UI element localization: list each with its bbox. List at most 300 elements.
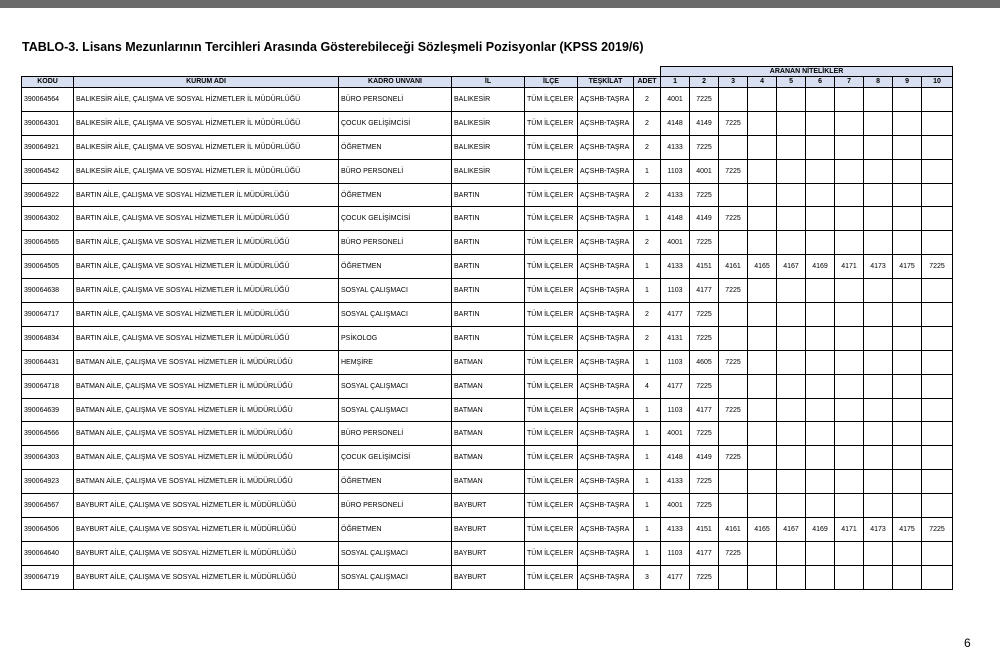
qualification-cell	[806, 494, 835, 518]
column-header-row	[22, 77, 953, 88]
qualification-cell	[806, 231, 835, 255]
institution-cell: BALIKESİR AİLE, ÇALIŞMA VE SOSYAL HİZMETLER İL MÜDÜRLÜĞÜ	[74, 111, 339, 135]
qualification-cell	[806, 446, 835, 470]
table-row	[22, 279, 953, 303]
qualification-cell	[835, 326, 864, 350]
position-title-cell: ÖĞRETMEN	[339, 470, 452, 494]
qualification-cell	[893, 326, 922, 350]
institution-cell: BAYBURT AİLE, ÇALIŞMA VE SOSYAL HİZMETLER İL MÜDÜRLÜĞÜ	[74, 494, 339, 518]
qualification-cell: 4167	[777, 255, 806, 279]
qualification-cell	[922, 565, 953, 589]
qualification-cell	[864, 350, 893, 374]
qualification-cell	[748, 470, 777, 494]
qualification-cell	[806, 135, 835, 159]
table-row	[22, 111, 953, 135]
table-row	[22, 350, 953, 374]
position-title-cell: SOSYAL ÇALIŞMACI	[339, 303, 452, 327]
district-cell: TÜM İLÇELER	[525, 494, 578, 518]
qualification-cell: 7225	[719, 541, 748, 565]
column-header: 6	[806, 77, 835, 88]
table-row	[22, 135, 953, 159]
qualification-cell	[806, 279, 835, 303]
qualification-cell	[748, 279, 777, 303]
province-cell: BARTIN	[452, 303, 525, 327]
qualification-cell	[835, 422, 864, 446]
qualification-cell	[835, 183, 864, 207]
quantity-cell: 2	[634, 231, 661, 255]
institution-cell: BARTIN AİLE, ÇALIŞMA VE SOSYAL HİZMETLER İL MÜDÜRLÜĞÜ	[74, 207, 339, 231]
qualification-cell: 7225	[690, 470, 719, 494]
qualification-cell: 4175	[893, 518, 922, 542]
quantity-cell: 3	[634, 565, 661, 589]
column-header: ADET	[634, 77, 661, 88]
table-row	[22, 326, 953, 350]
qualification-cell	[806, 350, 835, 374]
province-cell: BALIKESİR	[452, 88, 525, 112]
institution-cell: BAYBURT AİLE, ÇALIŞMA VE SOSYAL HİZMETLER İL MÜDÜRLÜĞÜ	[74, 518, 339, 542]
district-cell: TÜM İLÇELER	[525, 326, 578, 350]
position-title-cell: SOSYAL ÇALIŞMACI	[339, 541, 452, 565]
qualification-cell	[835, 565, 864, 589]
qualification-cell: 4177	[690, 398, 719, 422]
qualification-cell	[719, 326, 748, 350]
column-header: 10	[922, 77, 953, 88]
province-cell: BARTIN	[452, 183, 525, 207]
qualification-cell: 7225	[922, 255, 953, 279]
district-cell: TÜM İLÇELER	[525, 350, 578, 374]
qualification-cell	[835, 494, 864, 518]
qualification-cell	[806, 374, 835, 398]
code-cell: 390064431	[22, 350, 74, 374]
quantity-cell: 2	[634, 303, 661, 327]
qualification-cell	[922, 494, 953, 518]
qualification-cell	[777, 231, 806, 255]
qualification-cell	[806, 207, 835, 231]
province-cell: BALIKESİR	[452, 159, 525, 183]
province-cell: BAYBURT	[452, 494, 525, 518]
qualification-cell: 1103	[661, 398, 690, 422]
institution-cell: BARTIN AİLE, ÇALIŞMA VE SOSYAL HİZMETLER İL MÜDÜRLÜĞÜ	[74, 279, 339, 303]
qualification-cell	[777, 326, 806, 350]
qualification-cell	[893, 88, 922, 112]
code-cell: 390064303	[22, 446, 74, 470]
code-cell: 390064638	[22, 279, 74, 303]
province-cell: BATMAN	[452, 374, 525, 398]
qualification-cell	[777, 350, 806, 374]
position-title-cell: BÜRO PERSONELİ	[339, 88, 452, 112]
column-header: 4	[748, 77, 777, 88]
position-title-cell: SOSYAL ÇALIŞMACI	[339, 398, 452, 422]
qualification-cell	[864, 135, 893, 159]
position-title-cell: ÇOCUK GELİŞİMCİSİ	[339, 111, 452, 135]
qualification-cell	[922, 135, 953, 159]
qualification-cell	[893, 279, 922, 303]
district-cell: TÜM İLÇELER	[525, 518, 578, 542]
qualification-cell	[777, 494, 806, 518]
qualification-cell: 4001	[661, 231, 690, 255]
qualification-cell	[719, 88, 748, 112]
qualification-cell	[748, 111, 777, 135]
qualification-cell	[777, 111, 806, 135]
position-title-cell: HEMŞİRE	[339, 350, 452, 374]
qualification-cell	[835, 398, 864, 422]
institution-cell: BATMAN AİLE, ÇALIŞMA VE SOSYAL HİZMETLER İL MÜDÜRLÜĞÜ	[74, 374, 339, 398]
qualification-cell: 4605	[690, 350, 719, 374]
qualification-cell	[893, 135, 922, 159]
qualification-cell	[748, 183, 777, 207]
qualification-cell: 4149	[690, 446, 719, 470]
organization-cell: AÇSHB-TAŞRA	[578, 111, 634, 135]
table-row	[22, 470, 953, 494]
organization-cell: AÇSHB-TAŞRA	[578, 207, 634, 231]
province-cell: BALIKESİR	[452, 111, 525, 135]
qualification-cell	[893, 303, 922, 327]
qualification-cell	[922, 111, 953, 135]
district-cell: TÜM İLÇELER	[525, 398, 578, 422]
qualification-cell	[806, 111, 835, 135]
group-header-row	[22, 67, 953, 77]
district-cell: TÜM İLÇELER	[525, 374, 578, 398]
qualification-cell	[777, 541, 806, 565]
organization-cell: AÇSHB-TAŞRA	[578, 279, 634, 303]
code-cell: 390064921	[22, 135, 74, 159]
organization-cell: AÇSHB-TAŞRA	[578, 303, 634, 327]
qualification-cell	[893, 159, 922, 183]
qualification-cell	[835, 374, 864, 398]
qualification-cell: 7225	[690, 303, 719, 327]
qualification-cell	[893, 207, 922, 231]
qualification-cell	[806, 470, 835, 494]
table-row	[22, 446, 953, 470]
qualification-cell	[719, 135, 748, 159]
code-cell: 390064565	[22, 231, 74, 255]
district-cell: TÜM İLÇELER	[525, 470, 578, 494]
qualification-cell	[806, 88, 835, 112]
aranan-nitelikler-header: ARANAN NİTELİKLER	[661, 67, 953, 77]
qualification-cell	[719, 183, 748, 207]
qualification-cell	[893, 183, 922, 207]
qualification-cell	[922, 350, 953, 374]
qualification-cell	[864, 398, 893, 422]
quantity-cell: 1	[634, 446, 661, 470]
qualification-cell: 4133	[661, 135, 690, 159]
column-header: TEŞKİLAT	[578, 77, 634, 88]
qualification-cell	[719, 470, 748, 494]
qualification-cell	[719, 374, 748, 398]
qualification-cell	[864, 183, 893, 207]
qualification-cell: 4148	[661, 446, 690, 470]
table-body	[22, 88, 953, 590]
organization-cell: AÇSHB-TAŞRA	[578, 374, 634, 398]
position-title-cell: BÜRO PERSONELİ	[339, 494, 452, 518]
qualification-cell	[864, 303, 893, 327]
qualification-cell: 4133	[661, 470, 690, 494]
qualification-cell	[864, 159, 893, 183]
qualification-cell	[922, 279, 953, 303]
position-title-cell: ÇOCUK GELİŞİMCİSİ	[339, 207, 452, 231]
qualification-cell	[835, 541, 864, 565]
qualification-cell	[864, 541, 893, 565]
organization-cell: AÇSHB-TAŞRA	[578, 565, 634, 589]
table-row	[22, 255, 953, 279]
institution-cell: BATMAN AİLE, ÇALIŞMA VE SOSYAL HİZMETLER İL MÜDÜRLÜĞÜ	[74, 446, 339, 470]
table-row	[22, 207, 953, 231]
quantity-cell: 1	[634, 207, 661, 231]
quantity-cell: 2	[634, 183, 661, 207]
qualification-cell: 4149	[690, 111, 719, 135]
qualification-cell	[922, 541, 953, 565]
district-cell: TÜM İLÇELER	[525, 279, 578, 303]
institution-cell: BATMAN AİLE, ÇALIŞMA VE SOSYAL HİZMETLER İL MÜDÜRLÜĞÜ	[74, 350, 339, 374]
qualification-cell	[835, 135, 864, 159]
institution-cell: BATMAN AİLE, ÇALIŞMA VE SOSYAL HİZMETLER İL MÜDÜRLÜĞÜ	[74, 470, 339, 494]
province-cell: BATMAN	[452, 398, 525, 422]
qualification-cell	[922, 231, 953, 255]
table-row	[22, 422, 953, 446]
code-cell: 390064640	[22, 541, 74, 565]
institution-cell: BATMAN AİLE, ÇALIŞMA VE SOSYAL HİZMETLER İL MÜDÜRLÜĞÜ	[74, 398, 339, 422]
table-row	[22, 303, 953, 327]
table-row	[22, 374, 953, 398]
qualification-cell	[835, 279, 864, 303]
province-cell: BAYBURT	[452, 518, 525, 542]
qualification-cell: 4133	[661, 255, 690, 279]
qualification-cell: 7225	[719, 207, 748, 231]
quantity-cell: 1	[634, 422, 661, 446]
page-number: 6	[964, 636, 971, 650]
qualification-cell: 7225	[690, 374, 719, 398]
qualification-cell	[835, 303, 864, 327]
column-header: 1	[661, 77, 690, 88]
qualification-cell	[806, 303, 835, 327]
institution-cell: BARTIN AİLE, ÇALIŞMA VE SOSYAL HİZMETLER İL MÜDÜRLÜĞÜ	[74, 326, 339, 350]
qualification-cell	[719, 231, 748, 255]
qualification-cell	[748, 231, 777, 255]
institution-cell: BALIKESİR AİLE, ÇALIŞMA VE SOSYAL HİZMETLER İL MÜDÜRLÜĞÜ	[74, 159, 339, 183]
institution-cell: BARTIN AİLE, ÇALIŞMA VE SOSYAL HİZMETLER İL MÜDÜRLÜĞÜ	[74, 231, 339, 255]
qualification-cell	[748, 422, 777, 446]
qualification-cell	[835, 350, 864, 374]
qualification-cell: 7225	[719, 279, 748, 303]
position-title-cell: SOSYAL ÇALIŞMACI	[339, 374, 452, 398]
province-cell: BARTIN	[452, 326, 525, 350]
code-cell: 390064505	[22, 255, 74, 279]
column-header: İL	[452, 77, 525, 88]
position-title-cell: ÖĞRETMEN	[339, 135, 452, 159]
code-cell: 390064834	[22, 326, 74, 350]
quantity-cell: 1	[634, 541, 661, 565]
qualification-cell	[864, 446, 893, 470]
organization-cell: AÇSHB-TAŞRA	[578, 518, 634, 542]
qualification-cell: 4001	[661, 422, 690, 446]
qualification-cell: 4171	[835, 518, 864, 542]
district-cell: TÜM İLÇELER	[525, 207, 578, 231]
quantity-cell: 1	[634, 350, 661, 374]
qualification-cell	[806, 541, 835, 565]
qualification-cell: 4171	[835, 255, 864, 279]
qualification-cell	[922, 159, 953, 183]
qualification-cell: 7225	[719, 159, 748, 183]
institution-cell: BARTIN AİLE, ÇALIŞMA VE SOSYAL HİZMETLER İL MÜDÜRLÜĞÜ	[74, 303, 339, 327]
quantity-cell: 1	[634, 494, 661, 518]
qualification-cell	[893, 541, 922, 565]
qualification-cell	[719, 494, 748, 518]
table-row	[22, 398, 953, 422]
province-cell: BALIKESİR	[452, 135, 525, 159]
qualification-cell: 1103	[661, 279, 690, 303]
qualification-cell	[777, 159, 806, 183]
qualification-cell	[777, 398, 806, 422]
qualification-cell	[893, 446, 922, 470]
qualification-cell	[922, 398, 953, 422]
qualification-cell: 4169	[806, 255, 835, 279]
qualification-cell	[893, 422, 922, 446]
qualification-cell	[719, 565, 748, 589]
district-cell: TÜM İLÇELER	[525, 111, 578, 135]
institution-cell: BALIKESİR AİLE, ÇALIŞMA VE SOSYAL HİZMETLER İL MÜDÜRLÜĞÜ	[74, 88, 339, 112]
qualification-cell: 1103	[661, 159, 690, 183]
qualification-cell: 4177	[661, 565, 690, 589]
organization-cell: AÇSHB-TAŞRA	[578, 231, 634, 255]
table-row	[22, 565, 953, 589]
quantity-cell: 1	[634, 255, 661, 279]
organization-cell: AÇSHB-TAŞRA	[578, 159, 634, 183]
qualification-cell	[864, 374, 893, 398]
qualification-cell	[748, 135, 777, 159]
code-cell: 390064717	[22, 303, 74, 327]
qualification-cell	[777, 207, 806, 231]
district-cell: TÜM İLÇELER	[525, 88, 578, 112]
quantity-cell: 2	[634, 88, 661, 112]
qualification-cell	[893, 111, 922, 135]
qualification-cell	[777, 279, 806, 303]
qualification-cell	[748, 565, 777, 589]
qualification-cell: 7225	[690, 326, 719, 350]
column-header: 8	[864, 77, 893, 88]
province-cell: BATMAN	[452, 350, 525, 374]
province-cell: BATMAN	[452, 446, 525, 470]
district-cell: TÜM İLÇELER	[525, 183, 578, 207]
document-page	[0, 8, 1000, 669]
qualification-cell: 4161	[719, 255, 748, 279]
qualification-cell	[806, 398, 835, 422]
qualification-cell	[777, 470, 806, 494]
qualification-cell	[864, 470, 893, 494]
position-title-cell: ÖĞRETMEN	[339, 255, 452, 279]
organization-cell: AÇSHB-TAŞRA	[578, 541, 634, 565]
qualification-cell: 4001	[690, 159, 719, 183]
qualification-cell	[922, 446, 953, 470]
qualification-cell	[777, 565, 806, 589]
district-cell: TÜM İLÇELER	[525, 446, 578, 470]
quantity-cell: 2	[634, 111, 661, 135]
qualification-cell	[864, 111, 893, 135]
qualification-cell: 4001	[661, 88, 690, 112]
organization-cell: AÇSHB-TAŞRA	[578, 398, 634, 422]
district-cell: TÜM İLÇELER	[525, 255, 578, 279]
qualification-cell: 4148	[661, 111, 690, 135]
qualification-cell	[748, 541, 777, 565]
organization-cell: AÇSHB-TAŞRA	[578, 255, 634, 279]
qualification-cell	[922, 88, 953, 112]
quantity-cell: 2	[634, 326, 661, 350]
qualification-cell: 4177	[661, 374, 690, 398]
qualification-cell	[748, 88, 777, 112]
code-cell: 390064718	[22, 374, 74, 398]
qualification-cell	[893, 494, 922, 518]
qualification-cell: 4175	[893, 255, 922, 279]
qualification-cell	[748, 398, 777, 422]
qualification-cell	[748, 350, 777, 374]
qualification-cell	[777, 303, 806, 327]
qualification-cell	[777, 135, 806, 159]
qualification-cell	[835, 231, 864, 255]
province-cell: BARTIN	[452, 207, 525, 231]
institution-cell: BARTIN AİLE, ÇALIŞMA VE SOSYAL HİZMETLER İL MÜDÜRLÜĞÜ	[74, 183, 339, 207]
qualification-cell	[835, 88, 864, 112]
qualification-cell: 7225	[690, 494, 719, 518]
province-cell: BARTIN	[452, 255, 525, 279]
qualification-cell: 1103	[661, 350, 690, 374]
organization-cell: AÇSHB-TAŞRA	[578, 135, 634, 159]
code-cell: 390064566	[22, 422, 74, 446]
position-title-cell: ÖĞRETMEN	[339, 183, 452, 207]
position-title-cell: BÜRO PERSONELİ	[339, 422, 452, 446]
organization-cell: AÇSHB-TAŞRA	[578, 350, 634, 374]
qualification-cell	[748, 207, 777, 231]
district-cell: TÜM İLÇELER	[525, 303, 578, 327]
qualification-cell	[922, 374, 953, 398]
qualification-cell: 7225	[690, 231, 719, 255]
qualification-cell: 4169	[806, 518, 835, 542]
qualification-cell: 4131	[661, 326, 690, 350]
qualification-cell	[864, 422, 893, 446]
qualification-cell	[748, 326, 777, 350]
qualification-cell	[835, 207, 864, 231]
qualification-cell: 7225	[922, 518, 953, 542]
qualification-cell	[719, 303, 748, 327]
qualification-cell	[806, 159, 835, 183]
qualification-cell: 7225	[719, 398, 748, 422]
qualification-cell	[777, 374, 806, 398]
code-cell: 390064506	[22, 518, 74, 542]
qualification-cell: 7225	[719, 446, 748, 470]
column-header: KURUM ADI	[74, 77, 339, 88]
qualification-cell	[922, 326, 953, 350]
organization-cell: AÇSHB-TAŞRA	[578, 446, 634, 470]
qualification-cell	[893, 231, 922, 255]
code-cell: 390064564	[22, 88, 74, 112]
qualification-cell	[719, 422, 748, 446]
qualification-cell: 4148	[661, 207, 690, 231]
institution-cell: BAYBURT AİLE, ÇALIŞMA VE SOSYAL HİZMETLER İL MÜDÜRLÜĞÜ	[74, 565, 339, 589]
qualification-cell	[777, 88, 806, 112]
qualification-cell: 4161	[719, 518, 748, 542]
qualification-cell	[864, 494, 893, 518]
qualification-cell	[835, 159, 864, 183]
position-title-cell: ÇOCUK GELİŞİMCİSİ	[339, 446, 452, 470]
code-cell: 390064719	[22, 565, 74, 589]
qualification-cell	[748, 494, 777, 518]
qualification-cell: 4173	[864, 255, 893, 279]
quantity-cell: 1	[634, 398, 661, 422]
qualification-cell: 7225	[690, 183, 719, 207]
table-row	[22, 183, 953, 207]
position-title-cell: SOSYAL ÇALIŞMACI	[339, 565, 452, 589]
qualification-cell	[806, 422, 835, 446]
organization-cell: AÇSHB-TAŞRA	[578, 494, 634, 518]
quantity-cell: 4	[634, 374, 661, 398]
